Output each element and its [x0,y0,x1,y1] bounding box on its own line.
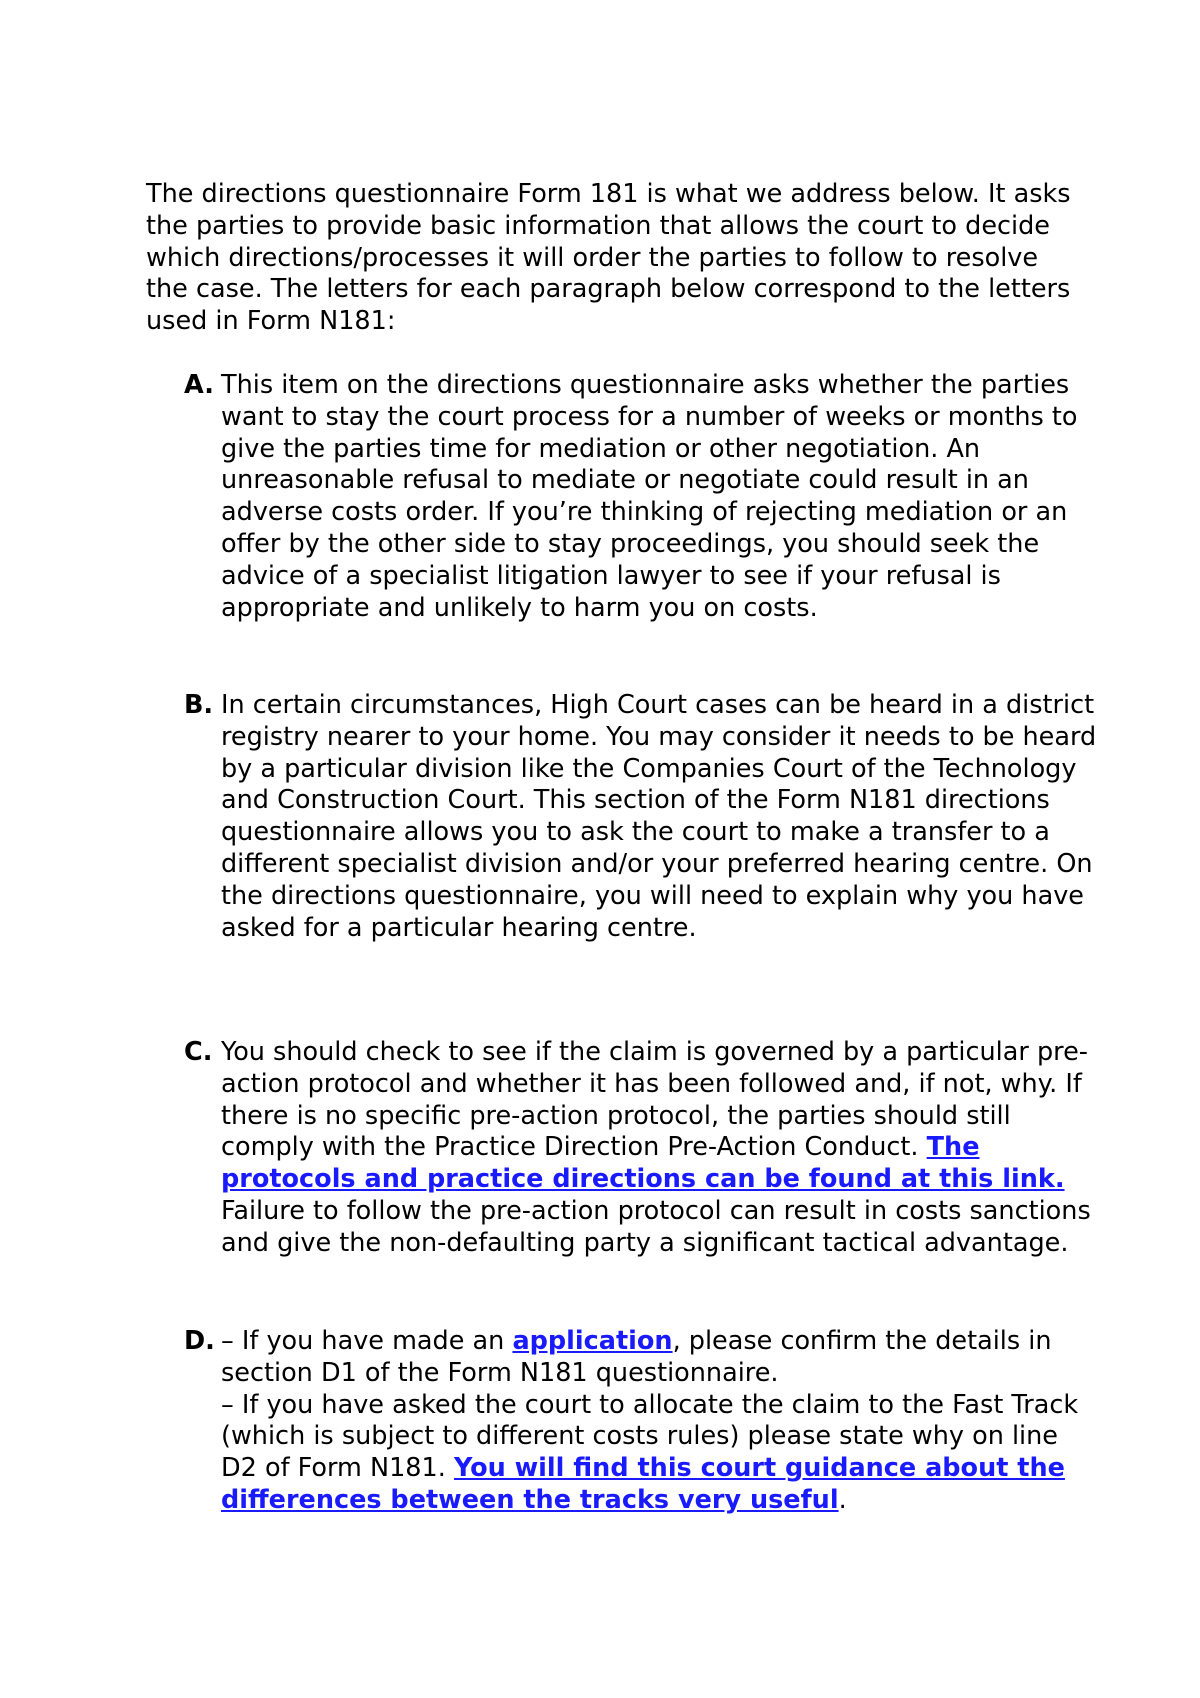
list-marker-d: D. [184,1326,215,1356]
tracks-guidance-link[interactable]: You will find this court guidance about the differences between the tracks very useful [221,1453,1065,1515]
list-item-b-text: In certain circumstances, High Court cases can be heard in a district registry nearer to your home. You may consider it needs to be heard by a particular division like the Companies Court of the Technology and Construction Court. This section of the Form N181 directions questionnaire allows you to ask the court to make a transfer to a different specialist division and/or your preferred hearing centre. On the directions questionnaire, you will need to explain why you have asked for a particular hearing centre. [221,690,1097,943]
list-item-c-text-after: Failure to follow the pre-action protocol can result in costs sanctions and give the non-defaulting party a significant tactical advantage. [221,1195,1091,1258]
application-link[interactable]: application [512,1326,673,1356]
list-item-d-line-2-before: – If you have asked the court to allocate the claim to the Fast Track (which is subject to different costs rules) please state why on line D2 of Form N181. [221,1389,1079,1484]
intro-paragraph: The directions questionnaire Form 181 is what we address below. It asks the parties to provide basic information that allows the court to decide which directions/processes it will order the parties to follow to resolve the case. The letters for each paragraph below correspond to the letters used in Form N181: [146,179,1071,337]
list-item-b [184,690,1101,944]
list-item-d-line-2-after: . [838,1484,847,1515]
list-marker-a: A. [184,370,214,400]
list-item-d-line-1-after: , please confirm the details in section D1 of the Form N181 questionnaire. [221,1326,1052,1388]
list-marker-b: B. [184,690,214,720]
list-item-d [184,1326,1101,1517]
list-item-c [184,1037,1101,1260]
list-item-d-line-2 [221,1390,1101,1517]
list-marker-c: C. [184,1037,213,1067]
list-item-c-text-before: You should check to see if the claim is governed by a particular pre-action protocol and whether it has been followed and, if not, why. If there is no specific pre-action protocol, the parties should still comply with the Practice Direction Pre-Action Conduct. [221,1037,1088,1163]
list-item-a [184,370,1101,624]
list-item-a-text: This item on the directions questionnaire asks whether the parties want to stay the court process for a number of weeks or months to give the parties time for mediation or other negotiation. An unreasonable refusal to mediate or negotiate could result in an adverse costs order. If you’re thinking of rejecting mediation or an offer by the other side to stay proceedings, you should seek the advice of a specialist litigation lawyer to see if your refusal is appropriate and unlikely to harm you on costs. [221,370,1078,623]
list-item-d-line-1 [221,1326,1101,1390]
list-item-d-line-1-before: – If you have made an [221,1326,513,1356]
protocols-link[interactable]: The protocols and practice directions can be found at this link. [221,1132,1065,1195]
